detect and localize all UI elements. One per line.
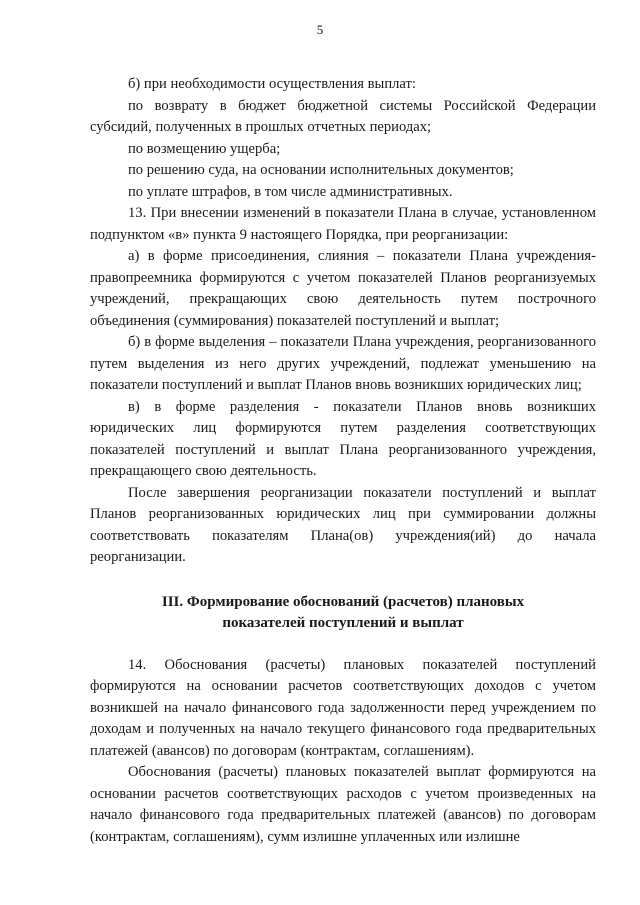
- document-body: [90, 74, 596, 848]
- paragraph: по возмещению ущерба;: [128, 140, 281, 157]
- paragraph: а) в форме присоединения, слияния – показатели Плана учреждения-правопреемника формируются с учетом показателей Планов реорганизуемых учреждений, прекращающих свою деятельность путем построчного объединения (суммирования) показателей поступлений и выплат;: [90, 248, 596, 329]
- paragraph: по уплате штрафов, в том числе административных.: [128, 183, 453, 200]
- paragraph: Обоснования (расчеты) плановых показателей выплат формируются на основании расчетов соответствующих расходов с учетом произведенных на начало финансового года предварительных платежей (авансов) по договорам (контрактам, соглашениям), сумм излишне уплаченных или излишне: [90, 764, 596, 845]
- section-heading: [90, 592, 596, 634]
- section-heading-line: III. Формирование обоснований (расчетов) плановых: [161, 593, 525, 610]
- paragraph: б) в форме выделения – показатели Плана учреждения, реорганизованного путем выделения из него других учреждений, подлежат уменьшению на показатели поступлений и выплат Планов вновь возникших юридических лиц;: [90, 334, 596, 393]
- paragraph: б) при необходимости осуществления выплат:: [128, 76, 416, 92]
- paragraph: по решению суда, на основании исполнительных документов;: [128, 162, 514, 178]
- paragraph: по возврату в бюджет бюджетной системы Российской Федерации субсидий, полученных в прошлых отчетных периодах;: [90, 97, 596, 135]
- paragraph: После завершения реорганизации показатели поступлений и выплат Планов реорганизованных юридических лиц при суммировании должны соответствовать показателям Плана(ов) учреждения(ий) до начала реорганизации.: [90, 484, 596, 565]
- paragraph: 14. Обоснования (расчеты) плановых показателей поступлений формируются на основании расчетов соответствующих доходов с учетом возникшей на начало финансового года задолженности перед учреждением по доходам и полученных на начало текущего финансового года предварительных платежей (авансов) по договорам (контрактам, соглашениям).: [90, 656, 596, 759]
- page-number: 5: [316, 22, 324, 37]
- section-heading-line: показателей поступлений и выплат: [222, 614, 464, 631]
- paragraph: в) в форме разделения - показатели Планов вновь возникших юридических лиц формируются путем разделения соответствующих показателей поступлений и выплат Плана реорганизованного учреждения, прекращающего свою деятельность.: [90, 398, 596, 479]
- paragraph: 13. При внесении изменений в показатели Плана в случае, установленном подпунктом «в» пункта 9 настоящего Порядка, при реорганизации:: [90, 205, 596, 243]
